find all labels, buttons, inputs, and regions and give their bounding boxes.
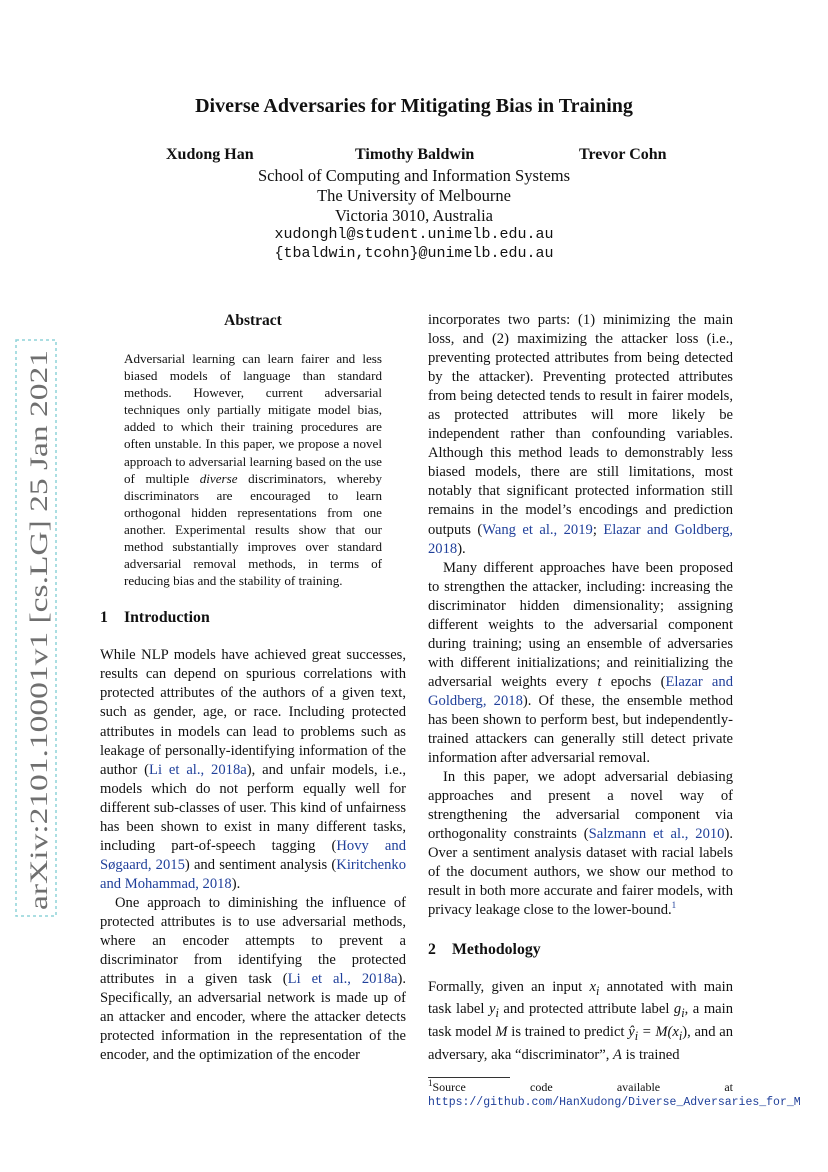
math-variable: ŷ bbox=[628, 1024, 635, 1041]
footnote-line bbox=[428, 1080, 733, 1095]
section-heading-introduction bbox=[100, 608, 406, 627]
citation-link[interactable]: Salzmann et al., 2010 bbox=[588, 826, 725, 843]
math-equation: = M(x bbox=[638, 1024, 679, 1041]
paper-title: Diverse Adversaries for Mitigating Bias in Training bbox=[195, 95, 633, 117]
body-text: ) and sentiment analysis ( bbox=[184, 856, 337, 873]
author-name: Trevor Cohn bbox=[579, 146, 667, 163]
footnote bbox=[428, 1078, 801, 1110]
footnote-rule bbox=[428, 1077, 510, 1078]
body-text: is trained bbox=[621, 1047, 680, 1064]
body-text: Many different approaches have been proposed to strengthen the attacker, including: increasing the discriminator hidden dimensionality; assigning different weights to the adversarial component during training; using an ensemble of adversaries with different initializations; and reinitializing the adversarial weights every bbox=[428, 559, 733, 690]
body-text: epochs ( bbox=[601, 673, 666, 690]
citation-link[interactable]: Elazar and Goldberg, 2018 bbox=[428, 521, 734, 557]
body-text: ). Of these, the ensemble method has been shown to perform best, but independently-trained attackers can generally still detect private information after adversarial removal. bbox=[428, 692, 734, 767]
email-address[interactable]: xudonghl@student.unimelb.edu.au bbox=[274, 226, 554, 243]
email-address[interactable]: {tbaldwin,tcohn}@unimelb.edu.au bbox=[274, 245, 554, 262]
affiliation-line: Victoria 3010, Australia bbox=[334, 206, 493, 225]
body-text: ). Over a sentiment analysis dataset with racial labels of the document authors, we show our method to result in both more accurate and fairer models, with privacy leakage close to the lower-bound. bbox=[428, 826, 733, 919]
body-text: annotated with main task label bbox=[428, 978, 733, 1018]
math-variable: A bbox=[613, 1047, 622, 1064]
body-text: Formally, given an input bbox=[428, 978, 590, 995]
abstract-text: discriminators, whereby discriminators are encouraged to learn orthogonal hidden representations from one another. Experimental results show that our method substantially improves over standard adversarial removal methods, in terms of reducing bias and the stability of training. bbox=[124, 470, 382, 589]
footnote-number: 1 bbox=[428, 1078, 433, 1089]
body-text: One approach to diminishing the influence of protected attributes is to use adversarial methods, where an encoder attempts to prevent a discriminator from identifying the protected attributes in a given task ( bbox=[100, 894, 406, 988]
section-heading-methodology bbox=[428, 940, 733, 959]
affiliation-line: School of Computing and Information Systems bbox=[257, 166, 571, 185]
citation-link[interactable]: Elazar and Goldberg, 2018 bbox=[428, 673, 734, 709]
footnote-word bbox=[428, 1080, 466, 1095]
footnote-word: available bbox=[616, 1080, 661, 1095]
abstract-emphasis: diverse bbox=[199, 470, 238, 486]
arxiv-stamp-text: arXiv:2101.10001v1 [cs.LG] 25 Jan 2021 bbox=[26, 492, 53, 910]
body-text: ), and unfair models, i.e., models which do not perform equally well for different sub-classes of user. This kind of unfairness has been shown to exist in many different tasks, including part-of-speech tagging ( bbox=[100, 761, 406, 854]
footnote-word: at bbox=[724, 1080, 733, 1095]
citation-link[interactable]: Li et al., 2018a bbox=[149, 761, 247, 778]
paragraph bbox=[428, 978, 733, 1066]
math-variable: t bbox=[597, 673, 602, 690]
math-variable: g bbox=[673, 1001, 682, 1018]
math-subscript: i bbox=[678, 1029, 683, 1044]
body-text: ). bbox=[231, 875, 241, 892]
right-column bbox=[428, 311, 801, 1110]
math-variable: y bbox=[488, 1001, 496, 1018]
body-text: While NLP models have achieved great successes, results can depend on spurious correlations with protected attributes of the authors of a given text, such as gender, age, or race. Including protected attributes in models can lead to problems such as leakage of personally-identifying information of the author ( bbox=[100, 647, 406, 778]
math-subscript: i bbox=[595, 983, 600, 998]
section-number: 1 bbox=[100, 609, 108, 627]
abstract-body bbox=[124, 350, 382, 589]
left-column bbox=[100, 311, 406, 1065]
math-subscript: i bbox=[495, 1006, 499, 1021]
footnote-word: Source bbox=[432, 1080, 466, 1095]
body-text: , and an adversary, aka “discriminator”, bbox=[428, 1024, 733, 1064]
math-equation: ) bbox=[682, 1024, 688, 1041]
citation-link[interactable]: Kiritchenko and Mohammad, 2018 bbox=[100, 856, 406, 892]
citation-link[interactable]: Wang et al., 2019 bbox=[482, 521, 593, 538]
body-text: In this paper, we adopt adversarial debiasing approaches and present a novel way of strengthening the adversarial component via orthogonality constraints ( bbox=[428, 769, 733, 843]
paragraph-continuation bbox=[428, 311, 733, 559]
paragraph bbox=[428, 559, 733, 769]
footnote-word: code bbox=[530, 1080, 553, 1095]
math-variable: M bbox=[495, 1024, 508, 1041]
arxiv-stamp bbox=[14, 338, 58, 918]
body-text: ; bbox=[592, 521, 604, 538]
citation-link[interactable]: Hovy and Søgaard, 2015 bbox=[100, 837, 406, 873]
citation-link[interactable]: Li et al., 2018a bbox=[287, 971, 398, 988]
body-text: , a main task model bbox=[428, 1001, 734, 1041]
abstract-text: Adversarial learning can learn fairer and less biased models of language than standard methods. However, current adversarial techniques only partially mitigate model bias, added to which their training procedures are often unstable. In this paper, we propose a novel approach to adversarial learning based on the use of multiple bbox=[124, 351, 382, 486]
body-text: and protected attribute label bbox=[498, 1001, 674, 1018]
footnote-marker[interactable]: 1 bbox=[671, 900, 677, 911]
body-text: ). bbox=[457, 540, 466, 557]
paragraph bbox=[100, 894, 406, 1065]
body-text: ). Specifically, an adversarial network is made up of an attacker and encoder, where the attacker detects protected information in the representation of the encoder, and the optimization of the encoder bbox=[100, 971, 406, 1064]
paragraph bbox=[428, 768, 733, 920]
affiliation-line: The University of Melbourne bbox=[317, 186, 511, 205]
body-text: is trained to predict bbox=[507, 1024, 629, 1041]
math-subscript: i bbox=[634, 1029, 639, 1044]
author-name: Xudong Han bbox=[166, 146, 254, 163]
author-name: Timothy Baldwin bbox=[355, 146, 475, 163]
math-subscript: i bbox=[681, 1006, 685, 1021]
arxiv-stamp-graphic bbox=[14, 338, 58, 918]
section-title: Methodology bbox=[452, 940, 541, 958]
section-number: 2 bbox=[428, 940, 436, 958]
body-text: incorporates two parts: (1) minimizing the main loss, and (2) maximizing the attacker loss (i.e., preventing protected attributes from being detected by the attacker). Preventing protected attributes from being detected tends to result in fairer models, as protected attributes will more likely be independent rather than confounding variables. Although this method leads to demonstrably less biased models, there are still limitations, most notably that significant protected information still remains in the model’s encodings and prediction outputs ( bbox=[428, 312, 733, 538]
footnote-url-link[interactable]: https://github.com/HanXudong/Diverse_Adversaries_for_M bbox=[428, 1096, 801, 1110]
section-title: Introduction bbox=[124, 609, 210, 627]
abstract-heading: Abstract bbox=[224, 312, 282, 329]
paragraph bbox=[100, 646, 406, 894]
math-variable: x bbox=[589, 978, 596, 995]
